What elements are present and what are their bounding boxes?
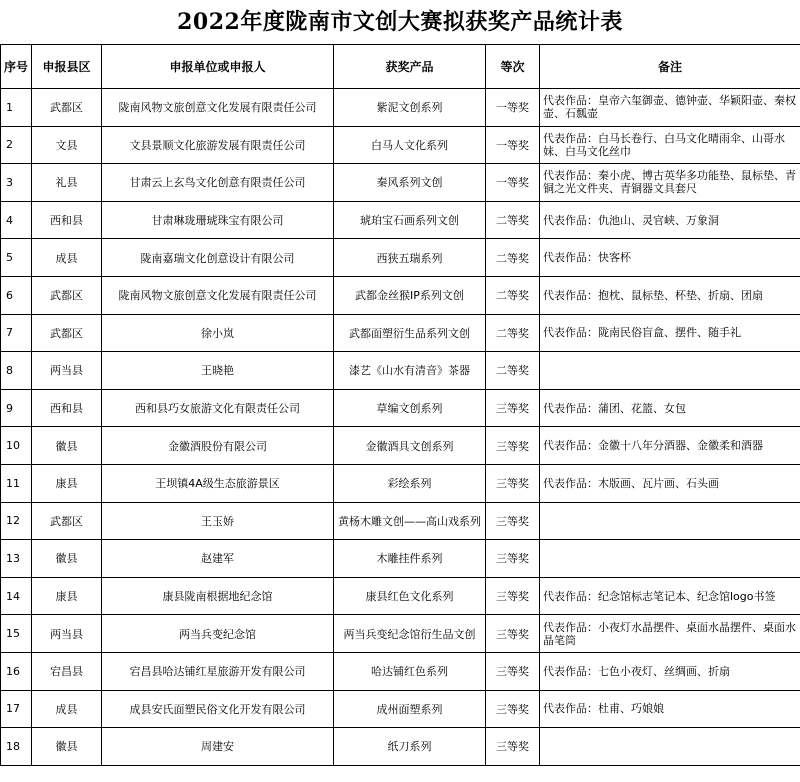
cell-county: 礼县	[32, 164, 102, 202]
cell-product: 漆艺《山水有清音》茶器	[334, 352, 486, 390]
cell-no: 13	[1, 540, 32, 578]
cell-unit: 甘肃琳珑珊琥珠宝有限公司	[102, 201, 334, 239]
cell-no: 2	[1, 126, 32, 164]
header-note: 备注	[540, 45, 800, 89]
table-row	[1, 502, 800, 540]
cell-unit: 赵建军	[102, 540, 334, 578]
cell-unit: 王坝镇4A级生态旅游景区	[102, 464, 334, 502]
table-row	[1, 427, 800, 465]
table-row	[1, 239, 800, 277]
award-table	[0, 44, 800, 766]
table-row	[1, 464, 800, 502]
cell-no: 17	[1, 690, 32, 728]
cell-rank: 一等奖	[486, 164, 540, 202]
cell-note: 代表作品：陇南民俗盲盒、摆件、随手礼	[540, 314, 800, 352]
cell-unit: 王晓艳	[102, 352, 334, 390]
cell-unit: 西和县巧女旅游文化有限责任公司	[102, 389, 334, 427]
cell-note: 代表作品：七色小夜灯、丝绸画、折扇	[540, 652, 800, 690]
cell-product: 武都面塑衍生品系列文创	[334, 314, 486, 352]
cell-county: 武都区	[32, 314, 102, 352]
table-row	[1, 577, 800, 615]
cell-county: 徽县	[32, 540, 102, 578]
cell-unit: 陇南嘉瑞文化创意设计有限公司	[102, 239, 334, 277]
table-row	[1, 352, 800, 390]
cell-no: 5	[1, 239, 32, 277]
cell-rank: 三等奖	[486, 540, 540, 578]
cell-no: 3	[1, 164, 32, 202]
cell-no: 15	[1, 615, 32, 653]
cell-product: 草编文创系列	[334, 389, 486, 427]
table-row	[1, 126, 800, 164]
table-header-row	[1, 45, 800, 89]
header-product: 获奖产品	[334, 45, 486, 89]
cell-unit: 两当兵变纪念馆	[102, 615, 334, 653]
table-row	[1, 201, 800, 239]
cell-no: 14	[1, 577, 32, 615]
cell-note: 代表作品：快客杯	[540, 239, 800, 277]
cell-note: 代表作品：纪念馆标志笔记本、纪念馆logo书签	[540, 577, 800, 615]
cell-county: 文县	[32, 126, 102, 164]
cell-note: 代表作品：皇帝六玺御壶、德钟壶、华颖阳壶、秦权壶、石瓢壶	[540, 89, 800, 127]
cell-product: 成州面塑系列	[334, 690, 486, 728]
cell-note: 代表作品：木版画、瓦片画、石头画	[540, 464, 800, 502]
cell-product: 秦风系列文创	[334, 164, 486, 202]
cell-county: 成县	[32, 690, 102, 728]
cell-note	[540, 502, 800, 540]
cell-rank: 二等奖	[486, 314, 540, 352]
table-row	[1, 89, 800, 127]
cell-unit: 文县景顺文化旅游发展有限责任公司	[102, 126, 334, 164]
cell-no: 4	[1, 201, 32, 239]
cell-rank: 三等奖	[486, 690, 540, 728]
cell-note	[540, 728, 800, 766]
cell-no: 16	[1, 652, 32, 690]
cell-no: 6	[1, 276, 32, 314]
page-title: 2022年度陇南市文创大赛拟获奖产品统计表	[177, 9, 623, 35]
cell-no: 9	[1, 389, 32, 427]
cell-note	[540, 540, 800, 578]
cell-note: 代表作品：秦小虎、博古英华多功能垫、鼠标垫、青铜之光文件夹、青铜器文具套尺	[540, 164, 800, 202]
cell-product: 武都金丝猴IP系列文创	[334, 276, 486, 314]
cell-rank: 二等奖	[486, 239, 540, 277]
cell-rank: 三等奖	[486, 502, 540, 540]
cell-product: 白马人文化系列	[334, 126, 486, 164]
header-no: 序号	[1, 45, 32, 89]
header-county: 申报县区	[32, 45, 102, 89]
cell-no: 8	[1, 352, 32, 390]
cell-no: 7	[1, 314, 32, 352]
cell-county: 宕昌县	[32, 652, 102, 690]
cell-county: 西和县	[32, 201, 102, 239]
cell-county: 武都区	[32, 502, 102, 540]
cell-product: 纸刀系列	[334, 728, 486, 766]
cell-note: 代表作品：蒲团、花篮、女包	[540, 389, 800, 427]
cell-product: 彩绘系列	[334, 464, 486, 502]
cell-unit: 宕昌县哈达铺红星旅游开发有限公司	[102, 652, 334, 690]
cell-unit: 陇南风物文旅创意文化发展有限责任公司	[102, 276, 334, 314]
cell-product: 木雕挂件系列	[334, 540, 486, 578]
table-row	[1, 615, 800, 653]
cell-county: 徽县	[32, 427, 102, 465]
cell-county: 徽县	[32, 728, 102, 766]
cell-rank: 二等奖	[486, 276, 540, 314]
cell-product: 西狭五瑞系列	[334, 239, 486, 277]
cell-note: 代表作品：小夜灯水晶摆件、桌面水晶摆件、桌面水晶笔筒	[540, 615, 800, 653]
cell-rank: 三等奖	[486, 615, 540, 653]
cell-product: 两当兵变纪念馆衍生品文创	[334, 615, 486, 653]
cell-note: 代表作品：金徽十八年分酒器、金徽柔和酒器	[540, 427, 800, 465]
cell-rank: 二等奖	[486, 201, 540, 239]
cell-unit: 陇南风物文旅创意文化发展有限责任公司	[102, 89, 334, 127]
cell-county: 西和县	[32, 389, 102, 427]
cell-note: 代表作品：仇池山、灵官峡、万象洞	[540, 201, 800, 239]
header-unit: 申报单位或申报人	[102, 45, 334, 89]
cell-no: 11	[1, 464, 32, 502]
cell-no: 12	[1, 502, 32, 540]
cell-rank: 三等奖	[486, 577, 540, 615]
cell-no: 10	[1, 427, 32, 465]
cell-no: 18	[1, 728, 32, 766]
cell-county: 两当县	[32, 615, 102, 653]
cell-county: 武都区	[32, 89, 102, 127]
cell-no: 1	[1, 89, 32, 127]
cell-county: 康县	[32, 464, 102, 502]
table-row	[1, 690, 800, 728]
cell-county: 两当县	[32, 352, 102, 390]
cell-county: 康县	[32, 577, 102, 615]
cell-rank: 三等奖	[486, 652, 540, 690]
cell-rank: 一等奖	[486, 126, 540, 164]
cell-product: 金徽酒具文创系列	[334, 427, 486, 465]
cell-unit: 成县安氏面塑民俗文化开发有限公司	[102, 690, 334, 728]
cell-rank: 三等奖	[486, 728, 540, 766]
cell-rank: 二等奖	[486, 352, 540, 390]
cell-rank: 三等奖	[486, 464, 540, 502]
table-row	[1, 728, 800, 766]
cell-rank: 三等奖	[486, 389, 540, 427]
cell-note: 代表作品：抱枕、鼠标垫、杯垫、折扇、团扇	[540, 276, 800, 314]
table-row	[1, 540, 800, 578]
cell-county: 武都区	[32, 276, 102, 314]
cell-unit: 康县陇南根据地纪念馆	[102, 577, 334, 615]
cell-county: 成县	[32, 239, 102, 277]
table-row	[1, 314, 800, 352]
table-row	[1, 389, 800, 427]
cell-unit: 王玉娇	[102, 502, 334, 540]
cell-rank: 三等奖	[486, 427, 540, 465]
cell-product: 黄杨木雕文创——高山戏系列	[334, 502, 486, 540]
cell-note	[540, 352, 800, 390]
table-row	[1, 276, 800, 314]
cell-note: 代表作品：白马长卷行、白马文化晴雨伞、山哥水妹、白马文化丝巾	[540, 126, 800, 164]
cell-product: 哈达铺红色系列	[334, 652, 486, 690]
cell-product: 康县红色文化系列	[334, 577, 486, 615]
cell-product: 琥珀宝石画系列文创	[334, 201, 486, 239]
table-row	[1, 652, 800, 690]
cell-unit: 金徽酒股份有限公司	[102, 427, 334, 465]
header-rank: 等次	[486, 45, 540, 89]
cell-unit: 徐小岚	[102, 314, 334, 352]
cell-product: 紫泥文创系列	[334, 89, 486, 127]
table-row	[1, 164, 800, 202]
cell-rank: 一等奖	[486, 89, 540, 127]
cell-unit: 甘肃云上玄鸟文化创意有限责任公司	[102, 164, 334, 202]
cell-unit: 周建安	[102, 728, 334, 766]
cell-note: 代表作品：杜甫、巧娘娘	[540, 690, 800, 728]
